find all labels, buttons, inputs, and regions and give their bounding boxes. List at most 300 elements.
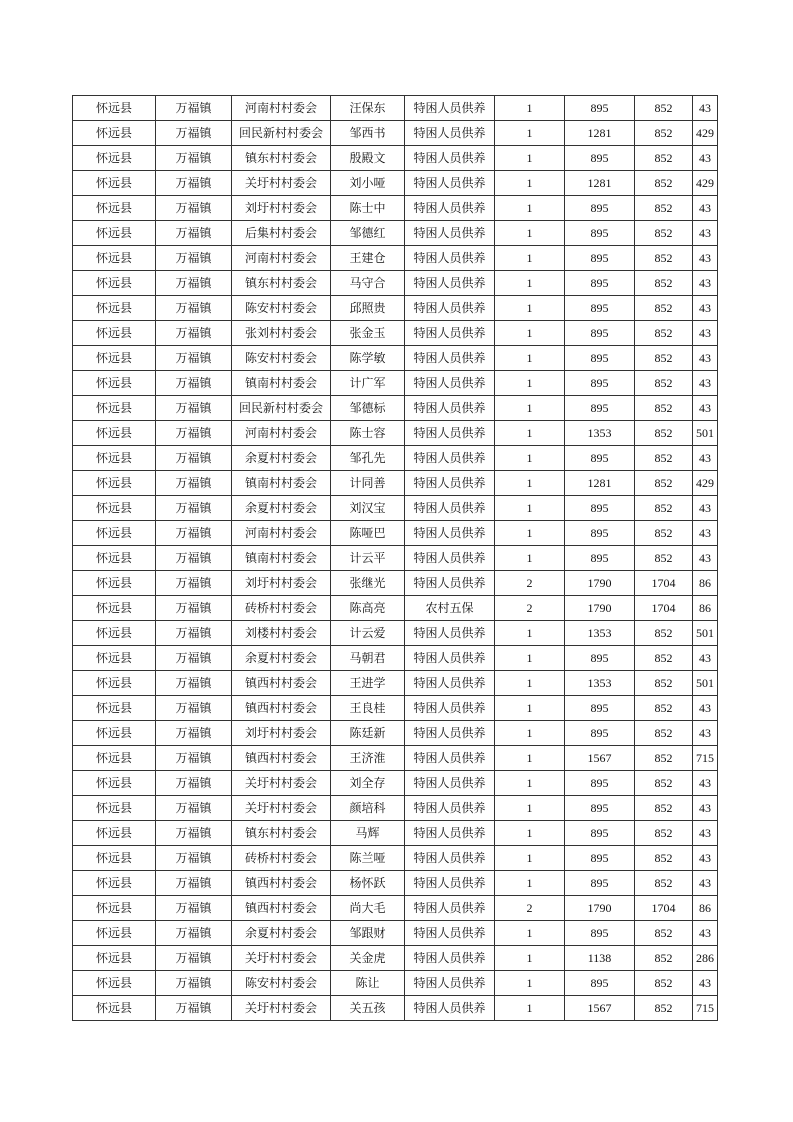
village-cell: 关圩村村委会 [232,996,331,1021]
village-cell: 余夏村村委会 [232,496,331,521]
category-cell: 特困人员供养 [405,696,495,721]
name-cell: 计云爱 [331,621,405,646]
village-cell: 陈安村村委会 [232,296,331,321]
amount-cell: 895 [565,196,635,221]
diff-cell: 501 [693,671,718,696]
diff-cell: 43 [693,921,718,946]
persons-cell: 1 [495,921,565,946]
town-cell: 万福镇 [156,396,232,421]
name-cell: 陈让 [331,971,405,996]
persons-cell: 1 [495,696,565,721]
county-cell: 怀远县 [73,921,156,946]
county-cell: 怀远县 [73,596,156,621]
category-cell: 特困人员供养 [405,96,495,121]
name-cell: 马守合 [331,271,405,296]
persons-cell: 1 [495,196,565,221]
category-cell: 特困人员供养 [405,321,495,346]
town-cell: 万福镇 [156,896,232,921]
amount-cell: 1353 [565,621,635,646]
town-cell: 万福镇 [156,246,232,271]
amount-cell: 1281 [565,471,635,496]
name-cell: 陈高亮 [331,596,405,621]
amount-cell: 895 [565,246,635,271]
base-cell: 1704 [635,896,693,921]
persons-cell: 1 [495,321,565,346]
persons-cell: 2 [495,896,565,921]
county-cell: 怀远县 [73,871,156,896]
diff-cell: 501 [693,421,718,446]
name-cell: 邹西书 [331,121,405,146]
table-row [73,496,718,521]
town-cell: 万福镇 [156,471,232,496]
persons-cell: 1 [495,671,565,696]
county-cell: 怀远县 [73,196,156,221]
document-page [72,95,717,1021]
name-cell: 刘汉宝 [331,496,405,521]
category-cell: 特困人员供养 [405,896,495,921]
base-cell: 852 [635,696,693,721]
diff-cell: 43 [693,446,718,471]
name-cell: 邱照贵 [331,296,405,321]
table-row [73,346,718,371]
persons-cell: 1 [495,871,565,896]
diff-cell: 43 [693,496,718,521]
persons-cell: 1 [495,271,565,296]
town-cell: 万福镇 [156,921,232,946]
village-cell: 镇东村村委会 [232,271,331,296]
persons-cell: 1 [495,446,565,471]
town-cell: 万福镇 [156,846,232,871]
table-row [73,446,718,471]
name-cell: 陈士中 [331,196,405,221]
persons-cell: 1 [495,471,565,496]
town-cell: 万福镇 [156,121,232,146]
village-cell: 刘圩村村委会 [232,571,331,596]
category-cell: 特困人员供养 [405,796,495,821]
village-cell: 镇东村村委会 [232,146,331,171]
persons-cell: 1 [495,546,565,571]
village-cell: 刘圩村村委会 [232,196,331,221]
base-cell: 852 [635,421,693,446]
base-cell: 852 [635,996,693,1021]
base-cell: 852 [635,171,693,196]
county-cell: 怀远县 [73,746,156,771]
base-cell: 852 [635,271,693,296]
diff-cell: 429 [693,171,718,196]
village-cell: 关圩村村委会 [232,771,331,796]
table-row [73,921,718,946]
base-cell: 852 [635,746,693,771]
town-cell: 万福镇 [156,271,232,296]
name-cell: 陈廷新 [331,721,405,746]
town-cell: 万福镇 [156,671,232,696]
diff-cell: 501 [693,621,718,646]
amount-cell: 895 [565,546,635,571]
name-cell: 邹孔先 [331,446,405,471]
village-cell: 镇西村村委会 [232,696,331,721]
base-cell: 852 [635,621,693,646]
county-cell: 怀远县 [73,246,156,271]
county-cell: 怀远县 [73,846,156,871]
diff-cell: 715 [693,746,718,771]
amount-cell: 895 [565,921,635,946]
county-cell: 怀远县 [73,296,156,321]
table-row [73,946,718,971]
name-cell: 邹跟财 [331,921,405,946]
category-cell: 特困人员供养 [405,496,495,521]
village-cell: 关圩村村委会 [232,946,331,971]
table-row [73,696,718,721]
county-cell: 怀远县 [73,996,156,1021]
county-cell: 怀远县 [73,471,156,496]
base-cell: 852 [635,296,693,321]
category-cell: 特困人员供养 [405,271,495,296]
base-cell: 852 [635,196,693,221]
table-row [73,771,718,796]
diff-cell: 43 [693,96,718,121]
persons-cell: 1 [495,421,565,446]
county-cell: 怀远县 [73,971,156,996]
category-cell: 特困人员供养 [405,371,495,396]
county-cell: 怀远县 [73,321,156,346]
base-cell: 852 [635,146,693,171]
diff-cell: 43 [693,221,718,246]
persons-cell: 1 [495,746,565,771]
county-cell: 怀远县 [73,171,156,196]
category-cell: 特困人员供养 [405,821,495,846]
county-cell: 怀远县 [73,446,156,471]
persons-cell: 1 [495,96,565,121]
persons-cell: 1 [495,721,565,746]
county-cell: 怀远县 [73,521,156,546]
diff-cell: 43 [693,396,718,421]
village-cell: 张刘村村委会 [232,321,331,346]
village-cell: 镇西村村委会 [232,746,331,771]
persons-cell: 1 [495,296,565,321]
amount-cell: 1138 [565,946,635,971]
persons-cell: 1 [495,796,565,821]
base-cell: 852 [635,346,693,371]
village-cell: 关圩村村委会 [232,796,331,821]
table-row [73,796,718,821]
table-row [73,146,718,171]
category-cell: 特困人员供养 [405,346,495,371]
diff-cell: 86 [693,896,718,921]
county-cell: 怀远县 [73,271,156,296]
amount-cell: 895 [565,446,635,471]
town-cell: 万福镇 [156,596,232,621]
table-row [73,96,718,121]
table-row [73,196,718,221]
name-cell: 王良桂 [331,696,405,721]
name-cell: 尚大毛 [331,896,405,921]
category-cell: 特困人员供养 [405,996,495,1021]
base-cell: 852 [635,471,693,496]
diff-cell: 429 [693,471,718,496]
category-cell: 特困人员供养 [405,296,495,321]
village-cell: 镇南村村委会 [232,471,331,496]
persons-cell: 1 [495,171,565,196]
village-cell: 镇西村村委会 [232,896,331,921]
county-cell: 怀远县 [73,721,156,746]
amount-cell: 895 [565,846,635,871]
persons-cell: 1 [495,496,565,521]
name-cell: 张继光 [331,571,405,596]
town-cell: 万福镇 [156,446,232,471]
base-cell: 852 [635,221,693,246]
amount-cell: 895 [565,796,635,821]
village-cell: 河南村村委会 [232,96,331,121]
village-cell: 刘楼村村委会 [232,621,331,646]
category-cell: 特困人员供养 [405,571,495,596]
persons-cell: 1 [495,371,565,396]
table-row [73,871,718,896]
county-cell: 怀远县 [73,546,156,571]
persons-cell: 1 [495,346,565,371]
amount-cell: 895 [565,146,635,171]
base-cell: 1704 [635,571,693,596]
table-row [73,246,718,271]
village-cell: 镇西村村委会 [232,871,331,896]
town-cell: 万福镇 [156,296,232,321]
amount-cell: 1281 [565,171,635,196]
town-cell: 万福镇 [156,546,232,571]
category-cell: 特困人员供养 [405,846,495,871]
county-cell: 怀远县 [73,146,156,171]
county-cell: 怀远县 [73,396,156,421]
town-cell: 万福镇 [156,496,232,521]
amount-cell: 895 [565,646,635,671]
name-cell: 邹德红 [331,221,405,246]
county-cell: 怀远县 [73,771,156,796]
county-cell: 怀远县 [73,621,156,646]
county-cell: 怀远县 [73,796,156,821]
table-row [73,321,718,346]
amount-cell: 895 [565,871,635,896]
town-cell: 万福镇 [156,621,232,646]
category-cell: 特困人员供养 [405,671,495,696]
table-row [73,571,718,596]
name-cell: 计广军 [331,371,405,396]
town-cell: 万福镇 [156,746,232,771]
amount-cell: 1790 [565,896,635,921]
diff-cell: 43 [693,821,718,846]
amount-cell: 1353 [565,421,635,446]
amount-cell: 1567 [565,996,635,1021]
amount-cell: 895 [565,821,635,846]
table-row [73,996,718,1021]
category-cell: 特困人员供养 [405,396,495,421]
town-cell: 万福镇 [156,871,232,896]
diff-cell: 86 [693,571,718,596]
persons-cell: 1 [495,121,565,146]
category-cell: 特困人员供养 [405,721,495,746]
category-cell: 特困人员供养 [405,771,495,796]
county-cell: 怀远县 [73,371,156,396]
town-cell: 万福镇 [156,371,232,396]
village-cell: 镇东村村委会 [232,821,331,846]
diff-cell: 43 [693,696,718,721]
amount-cell: 1790 [565,596,635,621]
name-cell: 马朝君 [331,646,405,671]
town-cell: 万福镇 [156,971,232,996]
table-row [73,746,718,771]
amount-cell: 895 [565,371,635,396]
persons-cell: 1 [495,946,565,971]
base-cell: 852 [635,371,693,396]
category-cell: 特困人员供养 [405,446,495,471]
persons-cell: 1 [495,146,565,171]
county-cell: 怀远县 [73,896,156,921]
diff-cell: 43 [693,771,718,796]
town-cell: 万福镇 [156,221,232,246]
diff-cell: 43 [693,271,718,296]
table-body [73,96,718,1021]
name-cell: 计云平 [331,546,405,571]
village-cell: 关圩村村委会 [232,171,331,196]
diff-cell: 43 [693,371,718,396]
town-cell: 万福镇 [156,171,232,196]
base-cell: 852 [635,921,693,946]
name-cell: 关五孩 [331,996,405,1021]
base-cell: 852 [635,771,693,796]
county-cell: 怀远县 [73,346,156,371]
town-cell: 万福镇 [156,571,232,596]
county-cell: 怀远县 [73,496,156,521]
table-row [73,646,718,671]
persons-cell: 1 [495,971,565,996]
diff-cell: 86 [693,596,718,621]
village-cell: 余夏村村委会 [232,446,331,471]
amount-cell: 895 [565,496,635,521]
amount-cell: 895 [565,771,635,796]
diff-cell: 43 [693,871,718,896]
town-cell: 万福镇 [156,821,232,846]
category-cell: 特困人员供养 [405,421,495,446]
table-row [73,396,718,421]
village-cell: 刘圩村村委会 [232,721,331,746]
diff-cell: 43 [693,296,718,321]
village-cell: 回民新村村委会 [232,396,331,421]
diff-cell: 43 [693,971,718,996]
town-cell: 万福镇 [156,521,232,546]
name-cell: 颜培科 [331,796,405,821]
amount-cell: 895 [565,321,635,346]
amount-cell: 895 [565,396,635,421]
category-cell: 特困人员供养 [405,621,495,646]
county-cell: 怀远县 [73,221,156,246]
amount-cell: 895 [565,96,635,121]
base-cell: 852 [635,396,693,421]
base-cell: 852 [635,546,693,571]
name-cell: 关金虎 [331,946,405,971]
amount-cell: 895 [565,721,635,746]
table-row [73,371,718,396]
village-cell: 河南村村委会 [232,521,331,546]
name-cell: 汪保东 [331,96,405,121]
amount-cell: 1567 [565,746,635,771]
table-row [73,296,718,321]
table-row [73,846,718,871]
table-row [73,596,718,621]
name-cell: 刘小哑 [331,171,405,196]
table-row [73,421,718,446]
village-cell: 砖桥村村委会 [232,846,331,871]
category-cell: 特困人员供养 [405,746,495,771]
table-row [73,896,718,921]
persons-cell: 1 [495,996,565,1021]
table-row [73,546,718,571]
town-cell: 万福镇 [156,421,232,446]
name-cell: 马辉 [331,821,405,846]
amount-cell: 1790 [565,571,635,596]
diff-cell: 43 [693,146,718,171]
table-row [73,721,718,746]
table-row [73,621,718,646]
amount-cell: 895 [565,346,635,371]
village-cell: 后集村村委会 [232,221,331,246]
name-cell: 陈兰哑 [331,846,405,871]
village-cell: 回民新村村委会 [232,121,331,146]
base-cell: 852 [635,821,693,846]
category-cell: 特困人员供养 [405,196,495,221]
table-row [73,121,718,146]
name-cell: 王建仓 [331,246,405,271]
category-cell: 农村五保 [405,596,495,621]
table-row [73,971,718,996]
persons-cell: 1 [495,821,565,846]
amount-cell: 895 [565,971,635,996]
village-cell: 镇南村村委会 [232,546,331,571]
category-cell: 特困人员供养 [405,921,495,946]
town-cell: 万福镇 [156,321,232,346]
base-cell: 852 [635,971,693,996]
amount-cell: 895 [565,696,635,721]
village-cell: 河南村村委会 [232,421,331,446]
village-cell: 陈安村村委会 [232,346,331,371]
county-cell: 怀远县 [73,946,156,971]
table-row [73,521,718,546]
name-cell: 计同善 [331,471,405,496]
village-cell: 砖桥村村委会 [232,596,331,621]
town-cell: 万福镇 [156,696,232,721]
category-cell: 特困人员供养 [405,471,495,496]
category-cell: 特困人员供养 [405,221,495,246]
village-cell: 镇西村村委会 [232,671,331,696]
category-cell: 特困人员供养 [405,946,495,971]
diff-cell: 43 [693,196,718,221]
county-cell: 怀远县 [73,96,156,121]
town-cell: 万福镇 [156,771,232,796]
category-cell: 特困人员供养 [405,146,495,171]
town-cell: 万福镇 [156,721,232,746]
persons-cell: 2 [495,596,565,621]
name-cell: 刘全存 [331,771,405,796]
persons-cell: 1 [495,846,565,871]
base-cell: 852 [635,121,693,146]
persons-cell: 1 [495,621,565,646]
county-cell: 怀远县 [73,646,156,671]
category-cell: 特困人员供养 [405,121,495,146]
persons-cell: 1 [495,646,565,671]
base-cell: 852 [635,321,693,346]
amount-cell: 895 [565,296,635,321]
town-cell: 万福镇 [156,646,232,671]
town-cell: 万福镇 [156,796,232,821]
base-cell: 852 [635,871,693,896]
persons-cell: 1 [495,246,565,271]
diff-cell: 43 [693,721,718,746]
